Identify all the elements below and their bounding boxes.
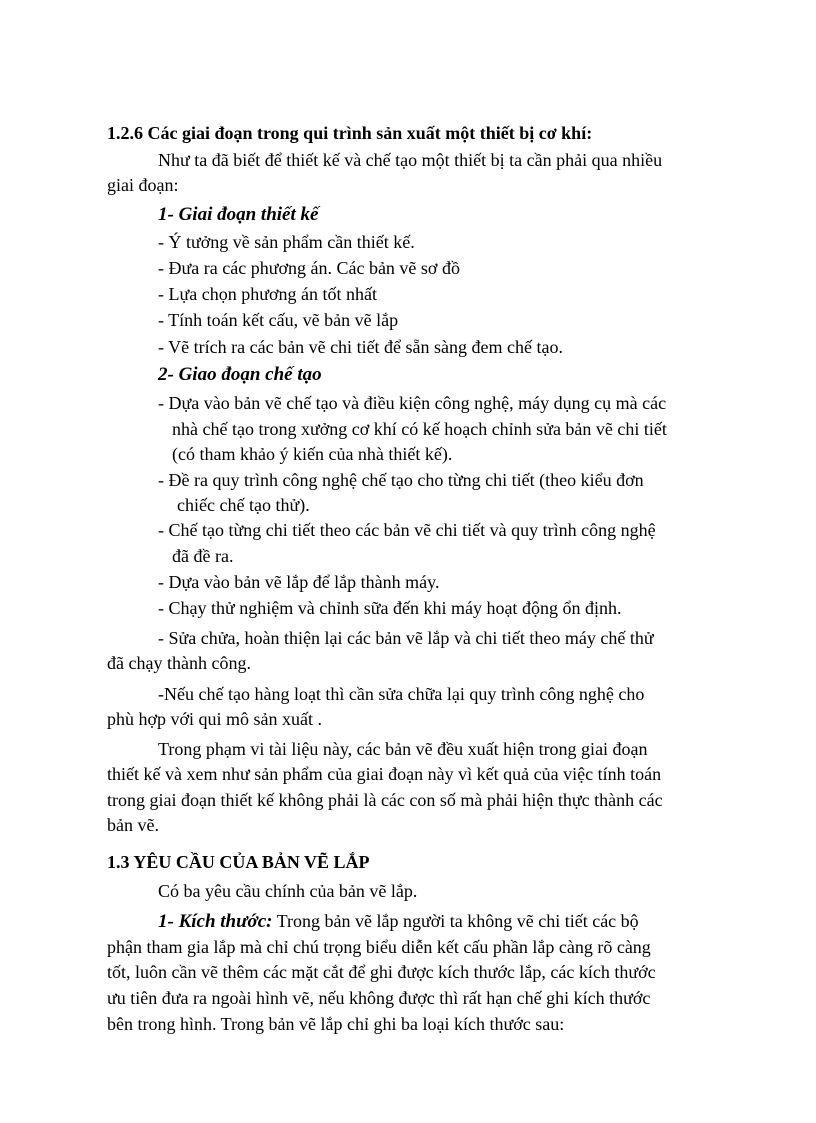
- stage-2-line: chiếc chế tạo thử).: [177, 495, 310, 515]
- scope-line: bản vẽ.: [107, 815, 159, 835]
- stage-2-line: - Chế tạo từng chi tiết theo các bản vẽ chi tiết và quy trình công nghệ: [158, 520, 656, 540]
- stage-2-line: phù hợp với qui mô sản xuất .: [107, 709, 323, 729]
- stage-1-item: - Đưa ra các phương án. Các bản vẽ sơ đồ: [158, 258, 460, 278]
- stage-2-line: đã chạy thành công.: [107, 653, 251, 673]
- stage-2-line: -Nếu chế tạo hàng loạt thì cần sửa chữa lại quy trình công nghệ cho: [158, 684, 645, 704]
- stage-2-line: - Dựa vào bản vẽ lắp để lắp thành máy.: [158, 572, 440, 592]
- requirement-1-line: bên trong hình. Trong bản vẽ lắp chỉ ghi ba loại kích thước sau:: [107, 1014, 565, 1034]
- stage-1-item: - Vẽ trích ra các bản vẽ chi tiết để sẵn sàng đem chế tạo.: [158, 337, 563, 357]
- stage-2-line: - Dựa vào bản vẽ chế tạo và điều kiện công nghệ, máy dụng cụ mà các: [158, 393, 667, 413]
- stage-2-line: đã đề ra.: [172, 546, 234, 566]
- stage-2-line: nhà chế tạo trong xưởng cơ khí có kế hoạch chỉnh sửa bản vẽ chi tiết: [172, 419, 667, 439]
- requirement-1-line: ưu tiên đưa ra ngoài hình vẽ, nếu không được thì rất hạn chế ghi kích thước: [107, 988, 651, 1008]
- stage-2-line: - Chạy thử nghiệm và chỉnh sữa đến khi máy hoạt động ổn định.: [158, 598, 622, 618]
- stage-2-line: - Sửa chửa, hoàn thiện lại các bản vẽ lắp và chi tiết theo máy chế thử: [158, 628, 654, 648]
- stage-1-item: - Tính toán kết cấu, vẽ bản vẽ lắp: [158, 310, 399, 330]
- section-heading-1-3: 1.3 YÊU CẦU CỦA BẢN VẼ LẮP: [107, 852, 370, 872]
- stage-2-line: (có tham khảo ý kiến của nhà thiết kế).: [172, 444, 453, 464]
- scope-line: trong giai đoạn thiết kế không phải là các con số mà phải hiện thực thành các: [107, 790, 663, 810]
- section-heading-1-2-6: 1.2.6 Các giai đoạn trong qui trình sản xuất một thiết bị cơ khí:: [107, 123, 593, 143]
- requirement-1-title: 1- Kích thước:: [158, 911, 273, 932]
- stage-1-title: 1- Giai đoạn thiết kế: [158, 204, 319, 225]
- requirement-1-first-line: [158, 910, 639, 933]
- stage-2-title: 2- Giao đoạn chế tạo: [158, 364, 322, 385]
- stage-1-item: - Lựa chọn phương án tốt nhất: [158, 284, 377, 304]
- scope-line: Trong phạm vi tài liệu này, các bản vẽ đều xuất hiện trong giai đoạn: [158, 739, 648, 759]
- requirement-1-first-line-text: Trong bản vẽ lắp người ta không vẽ chi tiết các bộ: [272, 911, 639, 931]
- stage-1-item: - Ý tưởng về sản phẩm cần thiết kế.: [158, 232, 415, 252]
- requirement-1-line: tốt, luôn cần vẽ thêm các mặt cắt để ghi được kích thước lắp, các kích thước: [107, 962, 656, 982]
- intro-line: giai đoạn:: [107, 175, 179, 195]
- intro-line: Như ta đã biết để thiết kế và chế tạo một thiết bị ta cần phải qua nhiều: [158, 150, 663, 170]
- requirement-1-line: phận tham gia lắp mà chỉ chú trọng biểu diễn kết cấu phần lắp càng rõ càng: [107, 937, 651, 957]
- stage-2-line: - Đề ra quy trình công nghệ chế tạo cho từng chi tiết (theo kiểu đơn: [158, 470, 644, 490]
- scope-line: thiết kế và xem như sản phẩm của giai đoạn này vì kết quả của việc tính toán: [107, 764, 662, 784]
- section-1-3-intro: Có ba yêu cầu chính của bản vẽ lắp.: [158, 881, 418, 901]
